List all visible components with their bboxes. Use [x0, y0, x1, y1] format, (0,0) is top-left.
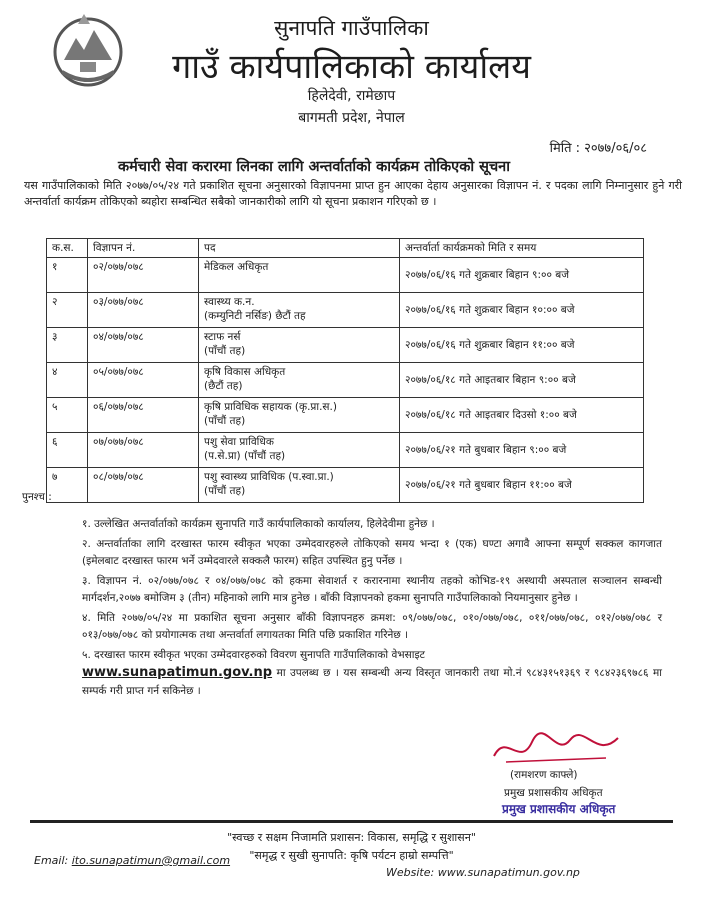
row-sn: ५ [47, 398, 88, 433]
note-item [82, 647, 662, 701]
header-time: अन्तर्वार्ता कार्यक्रमको मिति र समय [400, 239, 644, 258]
row-ad-no: ०६/०७७/०७८ [88, 398, 199, 433]
post-title: मेडिकल अधिकृत [204, 261, 269, 273]
row-post [199, 363, 400, 398]
post-title: कृषि विकास अधिकृत [204, 366, 286, 378]
post-title: कृषि प्राविधिक सहायक (कृ.प्रा.स.) [204, 401, 337, 413]
post-level: (पाँचौं तह) [204, 485, 246, 497]
row-sn: २ [47, 293, 88, 328]
row-sn: ४ [47, 363, 88, 398]
table-row [47, 433, 644, 468]
notice-intro: यस गाउँपालिकाको मिति २०७७/०५/२४ गते प्रकाशित सूचना अनुसारको विज्ञापनमा प्राप्त हुन आएका देहाय अनुसारका विज्ञापन नं. र पदका लागि निम्नानुसार हुने गरी अन्तर्वार्ता कार्यक्रम तोकिएको ब्यहोरा सम्बन्धित सबैको जानकारीको लागि यो सूचना प्रकाशन गरिएको छ । [24, 179, 682, 208]
notice-title: कर्मचारी सेवा करारमा लिनका लागि अन्तर्वार्ताको कार्यक्रम तोकिएको सूचना [118, 159, 510, 175]
interview-schedule-table [46, 238, 644, 503]
note5-after: मा उपलब्ध छ । यस सम्बन्धी अन्य विस्तृत जानकारी तथा मो.नं ९८४३१५१३६९ र ९८४२३६९७८६ मा सम्पर्क गरी प्राप्त गर्न सकिनेछ । [82, 667, 662, 697]
row-ad-no: ०७/०७७/०७८ [88, 433, 199, 468]
row-sn: ७ [47, 468, 88, 503]
row-post [199, 433, 400, 468]
row-post [199, 468, 400, 503]
postscript-label: पुनश्च : [22, 491, 52, 503]
row-ad-no: ०८/०७७/०७८ [88, 468, 199, 503]
post-title: स्वास्थ्य क.न. [204, 296, 255, 308]
row-time: २०७७/०६/१६ गते शुक्रबार बिहान ११:०० बजे [400, 328, 644, 363]
footer-slogan-1: "स्वच्छ र सक्षम निजामति प्रशासन: विकास, समृद्धि र सुशासन" [227, 831, 476, 844]
note-item: ३. विज्ञापन नं. ०२/०७७/०७८ र ०४/०७७/०७८ को हकमा सेवाशर्त र करारनामा स्थानीय तहको कोभिड-१९ अस्थायी अस्पताल सञ्चालन सम्बन्धी मार्गदर्शन,२०७७ बमोजिम ३ (तीन) महिनाको लागि मात्र हुनेछ । बाँकी विज्ञापनको हकमा सुनापति गाउँपालिकाको नियमानुसार हुनेछ । [82, 574, 662, 604]
notice-date: मिति : २०७७/०६/०८ [549, 141, 647, 156]
footer-email [34, 854, 230, 867]
row-sn: १ [47, 258, 88, 293]
office-place: हिलेदेवी, रामेछाप [307, 88, 396, 104]
table-row [47, 293, 644, 328]
email-label: Email: [34, 854, 69, 867]
municipality-name: सुनापति गाउँपालिका [274, 16, 429, 40]
table-row [47, 258, 644, 293]
note-item: २. अन्तर्वार्ताका लागि दरखास्त फारम स्वीकृत भएका उम्मेदवारहरुले तोकिएको समय भन्दा १ (एक) घण्टा अगावै आफ्ना सम्पूर्ण सक्कल कागजात (इमेलबाट दरखास्त फारम भर्ने उम्मेदवारले सक्कलै फारम) सहित उपस्थित हुनु पर्नेछ । [82, 537, 662, 567]
footer-divider [30, 820, 673, 823]
table-header-row [47, 239, 644, 258]
row-ad-no: ०३/०७७/०७८ [88, 293, 199, 328]
footer-website[interactable]: Website: www.sunapatimun.gov.np [386, 866, 580, 879]
table-row [47, 363, 644, 398]
post-level: (पाँचौं तह) [204, 345, 246, 357]
header-sn: क.स. [47, 239, 88, 258]
post-level: (छैटौं तह) [204, 380, 243, 392]
signatory-name: (रामशरण काफ्ले) [510, 769, 578, 781]
row-time: २०७७/०६/१६ गते शुक्रबार बिहान ९:०० बजे [400, 258, 644, 293]
header-ad-no: विज्ञापन नं. [88, 239, 199, 258]
office-province: बागमती प्रदेश, नेपाल [298, 110, 405, 126]
note-item: ४. मिति २०७७/०५/२४ मा प्रकाशित सूचना अनुसार बाँकी विज्ञापनहरु क्रमश: ०९/०७७/०७८, ०१०/०७७/०७८, ०११/०७७/०७८, ०१२/०७७/०७८ र ०१३/०७७/०७८ को प्रयोगात्मक तथा अन्तर्वार्ता लगायतका मिति पछि प्रकाशित गरिनेछ । [82, 611, 662, 641]
post-title: स्टाफ नर्स [204, 331, 241, 343]
row-ad-no: ०२/०७७/०७८ [88, 258, 199, 293]
row-time: २०७७/०६/१८ गते आइतबार दिउसो १:०० बजे [400, 398, 644, 433]
row-time: २०७७/०६/१८ गते आइतबार बिहान ९:०० बजे [400, 363, 644, 398]
website-link[interactable]: www.sunapatimun.gov.np [82, 665, 273, 680]
row-post [199, 258, 400, 293]
note-item: १. उल्लेखित अन्तर्वार्ताको कार्यक्रम सुनापति गाउँ कार्यपालिकाको कार्यालय, हिलेदेवीमा हुनेछ । [82, 518, 435, 530]
post-level: (प.से.प्रा) (पाँचौं तह) [204, 450, 286, 462]
note5-before: ५. दरखास्त फारम स्वीकृत भएका उम्मेदवारहरुको विवरण सुनापति गाउँपालिकाको वेभसाइट [82, 648, 425, 661]
official-stamp: प्रमुख प्रशासकीय अधिकृत [502, 802, 616, 816]
row-post [199, 328, 400, 363]
row-time: २०७७/०६/२१ गते बुधबार बिहान ११:०० बजे [400, 468, 644, 503]
email-link[interactable]: ito.sunapatimun@gmail.com [71, 854, 231, 867]
row-ad-no: ०४/०७७/०७८ [88, 328, 199, 363]
signatory-role: प्रमुख प्रशासकीय अधिकृत [504, 787, 603, 799]
row-sn: ६ [47, 433, 88, 468]
header-post: पद [199, 239, 400, 258]
row-time: २०७७/०६/१६ गते शुक्रबार बिहान १०:०० बजे [400, 293, 644, 328]
signature-icon [486, 728, 626, 768]
post-level: (कम्युनिटी नर्सिङ) छैटौं तह [204, 310, 306, 322]
footer-slogan-2: "समृद्ध र सुखी सुनापति: कृषि पर्यटन हाम्रो सम्पत्ति" [249, 849, 454, 862]
post-title: पशु स्वास्थ्य प्राविधिक (प.स्वा.प्रा.) [204, 471, 334, 483]
table-row [47, 328, 644, 363]
post-level: (पाँचौं तह) [204, 415, 246, 427]
row-sn: ३ [47, 328, 88, 363]
notes-list [82, 516, 662, 702]
row-post [199, 398, 400, 433]
row-ad-no: ०५/०७७/०७८ [88, 363, 199, 398]
post-title: पशु सेवा प्राविधिक [204, 436, 274, 448]
row-time: २०७७/०६/२१ गते बुधबार बिहान ९:०० बजे [400, 433, 644, 468]
row-post [199, 293, 400, 328]
office-name: गाउँ कार्यपालिकाको कार्यालय [172, 47, 531, 87]
table-row [47, 398, 644, 433]
table-row [47, 468, 644, 503]
